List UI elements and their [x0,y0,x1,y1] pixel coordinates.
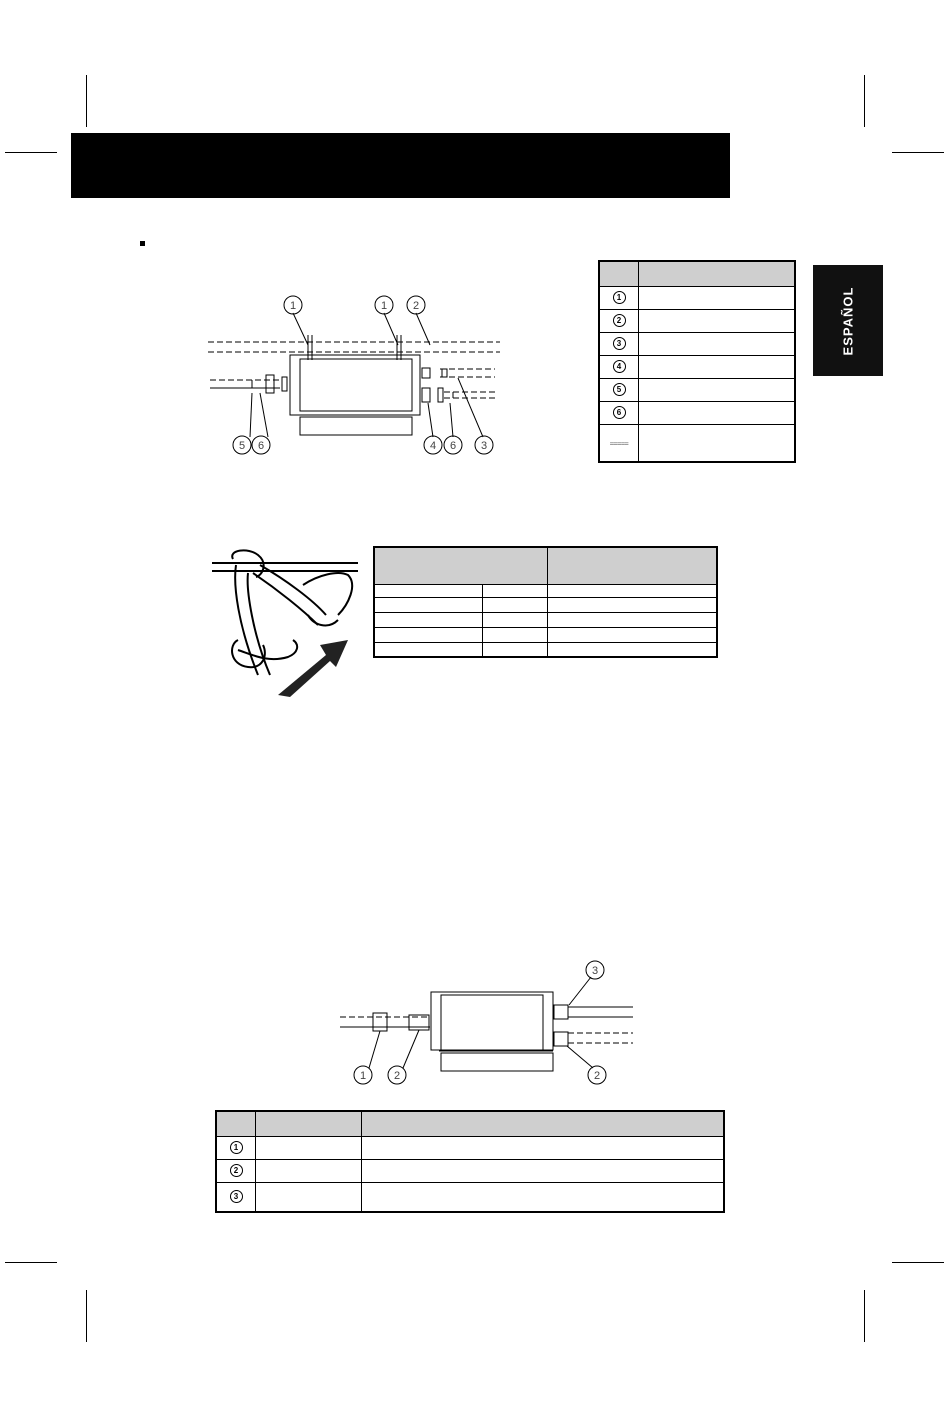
torque-header-size [374,547,548,584]
dashed-line-symbol: ===== [609,439,629,448]
bullet-marker [140,241,145,246]
crop-mark [892,1262,944,1263]
legend-header-num [599,261,639,286]
header-banner [71,133,730,198]
crop-mark [86,75,87,127]
torque-row [374,612,717,627]
legend-row [599,378,795,401]
callout-number: 1 [289,300,297,312]
torque-table [373,546,718,658]
crop-mark [864,1290,865,1342]
row-number: 4 [613,360,626,373]
legend2-header-part [256,1111,362,1136]
connection-legend-table [215,1110,725,1213]
legend-header-desc [639,261,796,286]
row-number: 1 [613,291,626,304]
legend-row [599,401,795,424]
row-number: 3 [613,337,626,350]
callout-number: 3 [480,440,488,452]
legend2-row [216,1136,724,1159]
row-number: 5 [613,383,626,396]
callout-number: 3 [591,965,599,977]
crop-mark [892,152,944,153]
legend2-header-desc [362,1111,725,1136]
callout-number: 6 [449,440,457,452]
row-number: 6 [613,406,626,419]
legend-row [599,286,795,309]
legend-row [599,332,795,355]
legend2-header-num [216,1111,256,1136]
row-number: 3 [230,1190,243,1203]
language-tab-label: ESPAÑOL [840,286,856,355]
language-tab [813,265,883,376]
callout-number: 1 [380,300,388,312]
torque-row [374,627,717,642]
crop-mark [86,1290,87,1342]
row-number: 2 [613,314,626,327]
callout-number: 2 [412,300,420,312]
crop-mark [864,75,865,127]
callout-number: 2 [593,1070,601,1082]
callout-number: 2 [393,1070,401,1082]
callout-number: 5 [238,440,246,452]
torque-header-torque [548,547,718,584]
callout-number: 6 [257,440,265,452]
legend-row [599,309,795,332]
pipe-connection-diagram [335,955,640,1090]
row-number: 2 [230,1164,243,1177]
wrench-hands-illustration [208,545,363,700]
callout-number: 1 [359,1070,367,1082]
crop-mark [5,152,57,153]
row-number: 1 [230,1141,243,1154]
torque-row [374,642,717,657]
torque-row [374,584,717,597]
crop-mark [5,1262,57,1263]
torque-row [374,597,717,612]
legend2-row [216,1182,724,1212]
installation-diagram [200,285,510,465]
callout-number: 4 [429,440,437,452]
parts-legend-table [598,260,796,463]
legend2-row [216,1159,724,1182]
legend-row [599,424,795,462]
legend-row [599,355,795,378]
